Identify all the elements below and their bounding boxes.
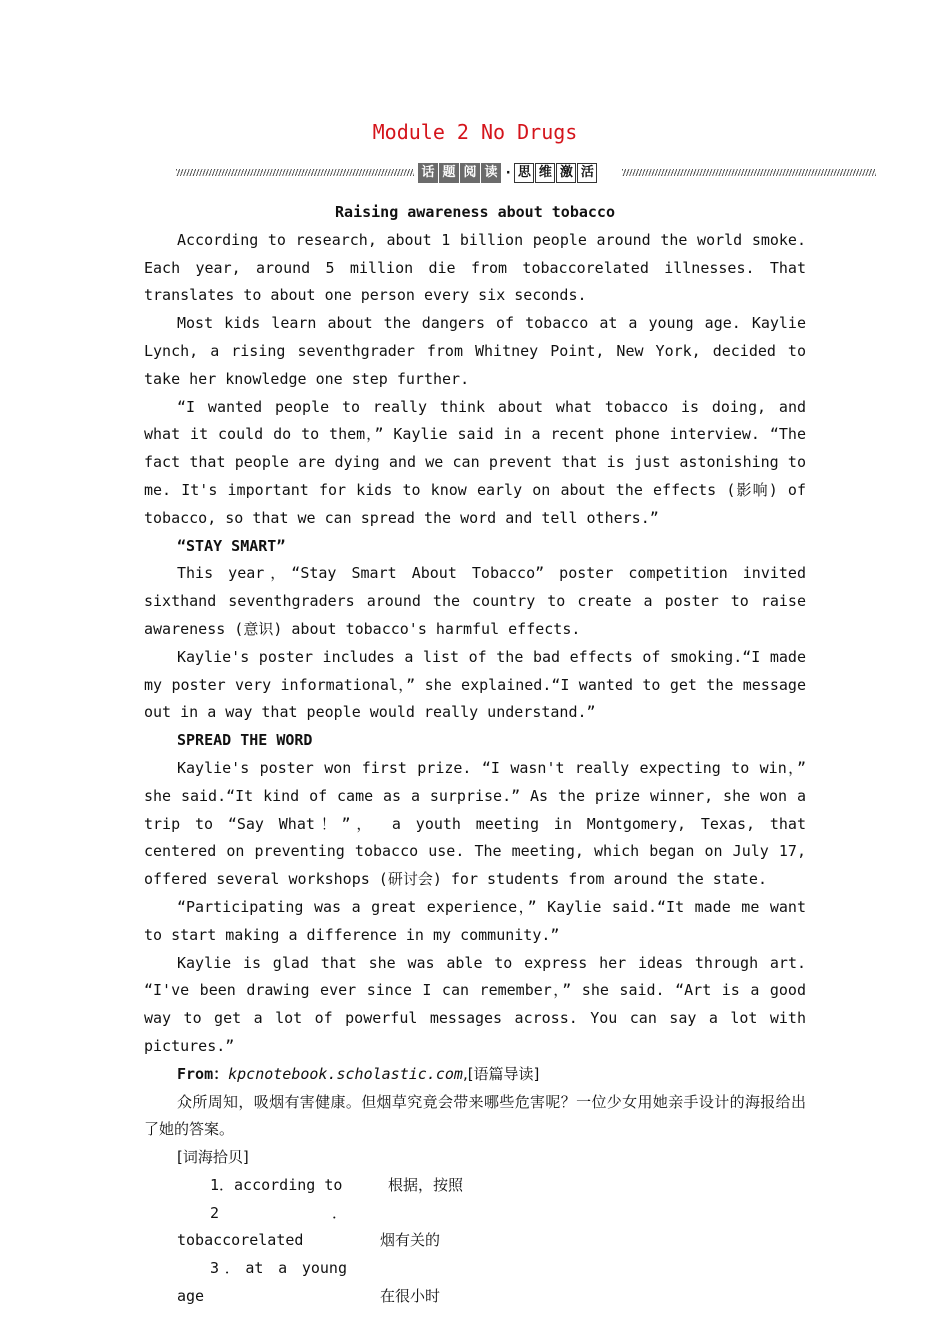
paragraph: This year，“Stay Smart About Tobacco” poster competition invited sixthand seventhgraders around the country to create a poster to raise awareness (意识) about tobacco's harmful effects. xyxy=(144,564,806,638)
source-url: kpcnotebook.scholastic.com xyxy=(228,1064,463,1083)
vocab-item xyxy=(144,1200,806,1256)
vocab-meaning: 在很小时 xyxy=(380,1287,441,1306)
paragraph: Most kids learn about the dangers of tobacco at a young age. Kaylie Lynch, a rising seventhgrader from Whitney Point, New York, decided to take her knowledge one step further. xyxy=(144,314,806,388)
banner-char: 思 xyxy=(514,163,534,183)
paragraph: Kaylie's poster includes a list of the bad effects of smoking.“I made my poster very informational，” she explained.“I wanted to get the message out in a way that people would really understand.” xyxy=(144,647,806,722)
article-title: Raising awareness about tobacco xyxy=(335,203,615,221)
banner-separator: · xyxy=(504,165,513,181)
vocab-meaning: 根据，按照 xyxy=(388,1175,464,1194)
banner-hatch-right xyxy=(622,169,876,176)
vocab-term: 1．according to xyxy=(210,1175,343,1194)
module-title: Module 2 No Drugs xyxy=(372,120,578,144)
vocab-term: 3．at a young age xyxy=(177,1259,347,1306)
vocab-meaning: 烟有关的 xyxy=(380,1231,441,1250)
section-heading: “STAY SMART” xyxy=(177,536,286,555)
banner-char: 维 xyxy=(535,163,555,183)
source-line xyxy=(144,1061,806,1089)
guide-text: 众所周知，吸烟有害健康。但烟草究竟会带来哪些危害呢？一位少女用她亲手设计的海报给出了她的答案。 xyxy=(144,1092,806,1139)
article-body xyxy=(144,199,806,1311)
source-label: From： xyxy=(177,1064,229,1083)
banner-char: 阅 xyxy=(460,163,480,183)
vocab-term: 2．tobaccorelated xyxy=(177,1203,347,1250)
section-heading: SPREAD THE WORD xyxy=(177,731,313,750)
banner-char: 题 xyxy=(439,163,459,183)
banner-char: 活 xyxy=(577,163,597,183)
paragraph: “I wanted people to really think about what tobacco is doing, and what it could do to them，” Kaylie said in a recent phone interview. “The fact that people are dying and we can prevent that is just astonishing to me. It's important for kids to know early on about the effects (影响) of tobacco, so that we can spread the word and tell others.” xyxy=(144,397,806,527)
banner-char: 话 xyxy=(418,163,438,183)
paragraph: “Participating was a great experience，” Kaylie said.“It made me want to start making a difference in my community.” xyxy=(144,897,806,944)
vocab-heading: [词海拾贝] xyxy=(177,1148,249,1167)
banner-badges xyxy=(418,162,598,184)
vocab-item xyxy=(144,1172,806,1200)
paragraph: According to research, about 1 billion people around the world smoke. Each year, around 5 million die from tobaccorelated illnesses. That translates to about one person every six seconds. xyxy=(144,230,806,305)
section-banner xyxy=(176,160,876,186)
banner-hatch-left xyxy=(176,169,414,176)
banner-char: 激 xyxy=(556,163,576,183)
vocab-item xyxy=(144,1255,806,1311)
paragraph: Kaylie's poster won first prize. “I wasn't really expecting to win，” she said.“It kind of came as a surprise.” As the prize winner, she won a trip to “Say What！”， a youth meeting in Montgomery, Texas, that centered on preventing tobacco use. The meeting, which began on July 17, offered several workshops (研讨会) for students from around the state. xyxy=(144,758,806,889)
guide-label: ,[语篇导读] xyxy=(462,1064,540,1083)
paragraph: Kaylie is glad that she was able to express her ideas through art. “I've been drawing ever since I can remember，” she said. “Art is a good way to get a lot of powerful messages across. You can say a lot with pictures.” xyxy=(144,953,806,1055)
banner-char: 读 xyxy=(481,163,501,183)
